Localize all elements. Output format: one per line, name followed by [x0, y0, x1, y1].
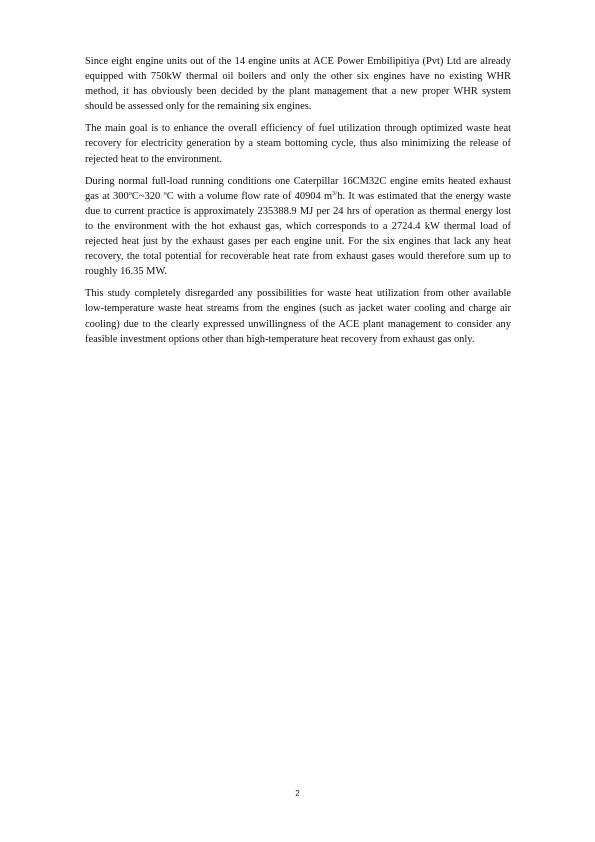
- paragraph-3-text-b: C~320: [131, 190, 164, 202]
- paragraph-1: Since eight engine units out of the 14 engine units at ACE Power Embilipitiya (Pvt) Ltd are already equipped with 750kW thermal oil boilers and only the other six engines have no existing WHR method, it has obviously been decided by the plant management that a new proper WHR system should be assessed only for the remaining six engines.: [85, 56, 511, 113]
- paragraph-2: The main goal is to enhance the overall efficiency of fuel utilization through optimized waste heat recovery for electricity generation by a steam bottoming cycle, thus also minimizing the release of rejected heat to the environment.: [85, 123, 511, 165]
- paragraph-3-text-a: During normal full-load running conditions one Caterpillar 16CM32C engine emits heated exhaust gas at 300: [85, 175, 511, 202]
- degree-superscript: o: [163, 189, 167, 197]
- paragraph-3-text-d: h. It was estimated that the energy waste due to current practice is approximately 235388.9 MJ per 24 hrs of operation as thermal energy lost to the environment with the hot exhaust gas, which corresponds to a 2724.4 kW thermal load of rejected heat just by the exhaust gases per each engine unit. For the six engines that lack any heat recovery, the total potential for recoverable heat rate from exhaust gases would therefore sum up to roughly 16.35 MW.: [85, 190, 512, 278]
- body-text: [85, 54, 511, 354]
- paragraph-4: This study completely disregarded any possibilities for waste heat utilization from other available low-temperature waste heat streams from the engines (such as jacket water cooling and charge air cooling) due to the clearly expressed unwillingness of the ACE plant management to consider any feasible investment options other than high-temperature heat recovery from exhaust gas only.: [85, 288, 511, 345]
- page-number: 2: [295, 789, 300, 798]
- degree-superscript: o: [128, 189, 132, 197]
- paragraph-3: [85, 174, 511, 280]
- unit-superscript: 3/: [332, 189, 338, 197]
- paragraph-3-text-c: C with a volume flow rate of 40904 m: [166, 190, 333, 202]
